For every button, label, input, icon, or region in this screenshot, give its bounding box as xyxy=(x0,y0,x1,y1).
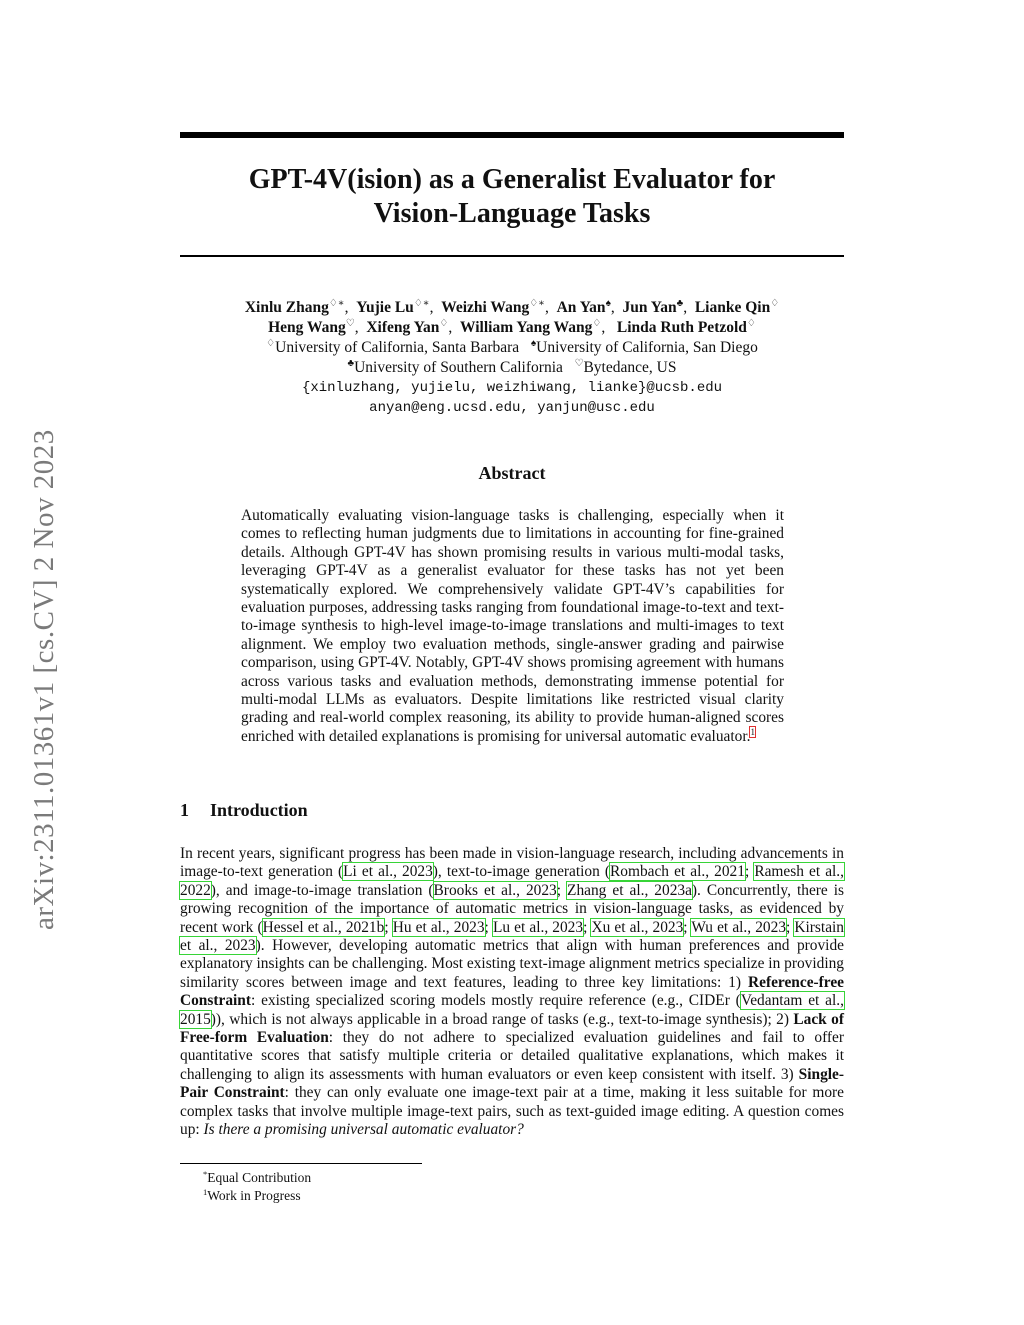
email-line-2: anyan@eng.ucsd.edu, yanjun@usc.edu xyxy=(369,400,655,416)
author-name: Xifeng Yan xyxy=(366,319,440,336)
affiliation-ucsb: University of California, Santa Barbara xyxy=(275,339,520,356)
footnotes xyxy=(203,1169,311,1205)
author-mark: ♡ xyxy=(345,318,355,329)
affiliation-mark: ♣ xyxy=(347,358,355,369)
footnote-text: Work in Progress xyxy=(207,1188,301,1203)
citation-link[interactable]: Rombach et al., 2021 xyxy=(610,863,745,881)
author-name: Yujie Lu xyxy=(356,299,414,316)
footnote-mark: 1 xyxy=(203,1187,208,1197)
author-block xyxy=(180,298,844,418)
affiliation-mark: ♡ xyxy=(574,358,584,369)
intro-text: ; xyxy=(484,918,493,936)
citation-link[interactable]: Lu et al., 2023 xyxy=(492,918,584,936)
intro-text: ), text-to-image generation ( xyxy=(432,863,611,881)
abstract-heading: Abstract xyxy=(478,463,546,483)
intro-text: ). However, developing automatic metrics that align with human preferences and provide explanatory insights can be challenging. Most existing text-image alignment metrics specialize in providing similarity scores between image and text features, leading to three key limitations: 1) xyxy=(180,937,844,991)
introduction-paragraph xyxy=(180,845,844,1140)
intro-text: : existing specialized scoring models mostly require reference (e.g., CIDEr ( xyxy=(250,992,741,1010)
intro-text: ). Concurrently, there is growing recognition of the importance of automatic metrics in vision-language tasks, as evidenced by recent work ( xyxy=(180,881,845,936)
research-question: Is there a promising universal automatic evaluator? xyxy=(203,1121,524,1139)
affiliation-ucsd: University of California, San Diego xyxy=(536,339,758,356)
author-mark: ♣ xyxy=(676,298,684,309)
section-title: Introduction xyxy=(210,800,308,820)
citation-link[interactable]: Hu et al., 2023 xyxy=(392,918,485,936)
arxiv-identifier: arXiv:2311.01361v1 [cs.CV] 2 Nov 2023 xyxy=(28,429,60,930)
intro-text: : they do not adhere to specialized evaluation guidelines and fail to offer quantitative scores that satisfy multiple criteria or detailed qualitative explanations, which makes it challenging to align its assessments with human evaluators or even keep consistent with itself. 3) xyxy=(180,1029,844,1083)
author-name: Lianke Qin xyxy=(694,299,771,316)
citation-link[interactable]: Li et al., 2023 xyxy=(343,863,433,881)
author-mark: ♠ xyxy=(605,298,611,309)
author-mark: ♢∗ xyxy=(413,298,430,309)
citation-link[interactable]: Vedantam et al., 2015 xyxy=(180,992,844,1028)
paper-title xyxy=(180,163,844,231)
affiliation-mark: ♢ xyxy=(266,338,276,349)
author-mark: ♢ xyxy=(592,318,602,329)
affiliation-usc: University of Southern California xyxy=(354,359,563,376)
footnote-text: Equal Contribution xyxy=(207,1170,312,1185)
citation-link[interactable]: Brooks et al., 2023 xyxy=(433,881,557,899)
limitation-term: Reference-free Constraint xyxy=(180,973,844,1010)
citation-link[interactable]: Kirstain et al., 2023 xyxy=(180,918,844,955)
intro-text: : they can only evaluate one image-text pair at a time, making it less suitable for more complex tasks that involve multiple image-text pairs, such as text-guided image editing. A question comes up: xyxy=(180,1084,844,1139)
affiliation-line-1 xyxy=(180,338,844,358)
affiliation-mark: ♠ xyxy=(530,338,537,349)
author-mark: ♢ xyxy=(439,318,449,329)
author-mark: ♢ xyxy=(770,298,780,309)
citation-link[interactable]: Zhang et al., 2023a xyxy=(567,881,692,899)
intro-text: ; xyxy=(556,881,568,899)
author-line-1: Xinlu Zhang♢∗, Yujie Lu♢∗, Weizhi Wang♢∗, An Yan♠, Jun Yan♣, Lianke Qin♢ xyxy=(244,298,780,316)
abstract-text: Automatically evaluating vision-language tasks is challenging, especially when it comes to reflecting human judgments due to limitations in accounting for fine-grained details. Although GPT-4V has shown promising results in various multi-modal tasks, leveraging GPT-4V as a generalist evaluator for these tasks has not yet been systematically explored. We comprehensively validate GPT-4V’s capabilities for evaluation purposes, addressing tasks ranging from foundational image-to-text and text-to-image synthesis to high-level image-to-image translations and multi-images to text alignment. We employ two evaluation methods, single-answer grading and pairwise comparison, using GPT-4V. Notably, GPT-4V shows promising agreement with humans across various tasks and evaluation methods, demonstrating immense potential for multi-modal LLMs as evaluators. Despite limitations like restricted visual clarity grading and real-world complex reasoning, its ability to provide human-aligned scores enriched with detailed explanations is promising for universal automatic evaluator. xyxy=(241,507,784,745)
citation-link[interactable]: Wu et al., 2023 xyxy=(691,918,787,936)
intro-text: ; xyxy=(744,863,755,881)
citation-link[interactable]: Ramesh et al., 2022 xyxy=(180,863,844,899)
affiliation-bytedance: Bytedance, US xyxy=(583,359,677,376)
limitation-term: Lack of Free-form Evaluation xyxy=(180,1010,844,1047)
paper-title-line-2: Vision-Language Tasks xyxy=(373,198,651,229)
author-mark: ♢∗ xyxy=(529,298,545,309)
intro-text: ; xyxy=(786,918,795,936)
abstract-body xyxy=(241,507,784,746)
author-line-2: Heng Wang♡, Xifeng Yan♢, William Yang Wang♢, Linda Ruth Petzold♢ xyxy=(268,318,756,336)
citation-link[interactable]: Xu et al., 2023 xyxy=(591,918,684,936)
section-number: 1 xyxy=(180,800,189,820)
author-mark: ♢∗ xyxy=(328,298,345,309)
limitation-term: Single-Pair Constraint xyxy=(180,1065,844,1102)
footnote-rule xyxy=(180,1163,422,1164)
author-name: Heng Wang xyxy=(268,319,346,336)
citation-link[interactable]: Hessel et al., 2021b xyxy=(262,918,385,936)
footnote-work-in-progress xyxy=(203,1187,311,1205)
author-name: Weizhi Wang xyxy=(441,299,530,316)
author-name: Xinlu Zhang xyxy=(244,299,329,316)
footnote-mark: * xyxy=(203,1169,208,1179)
footnote-link[interactable]: 1 xyxy=(750,726,755,737)
intro-text: ), and image-to-image translation ( xyxy=(210,881,434,899)
intro-text: In recent years, significant progress has been made in vision-language research, including advancements in image-to-text generation ( xyxy=(180,845,844,881)
footnote-equal-contribution xyxy=(203,1169,311,1187)
author-name: William Yang Wang xyxy=(460,319,593,336)
author-name: Jun Yan xyxy=(622,299,677,316)
intro-text: )), which is not always applicable in a broad range of tasks (e.g., text-to-image synthesis); 2) xyxy=(210,1010,794,1028)
email-line-1: {xinluzhang, yujielu, weizhiwang, lianke}@ucsb.edu xyxy=(301,380,723,396)
author-name: Linda Ruth Petzold xyxy=(616,319,747,336)
intro-text: ; xyxy=(683,918,692,936)
author-mark: ♢ xyxy=(746,318,756,329)
author-name: An Yan xyxy=(556,299,606,316)
paper-title-line-1: GPT-4V(ision) as a Generalist Evaluator for xyxy=(248,164,776,195)
title-bottom-rule xyxy=(180,255,844,257)
affiliation-line-2 xyxy=(180,358,844,378)
intro-text: ; xyxy=(583,918,592,936)
title-top-rule xyxy=(180,132,844,138)
section-heading xyxy=(180,800,308,821)
intro-text: ; xyxy=(384,918,393,936)
